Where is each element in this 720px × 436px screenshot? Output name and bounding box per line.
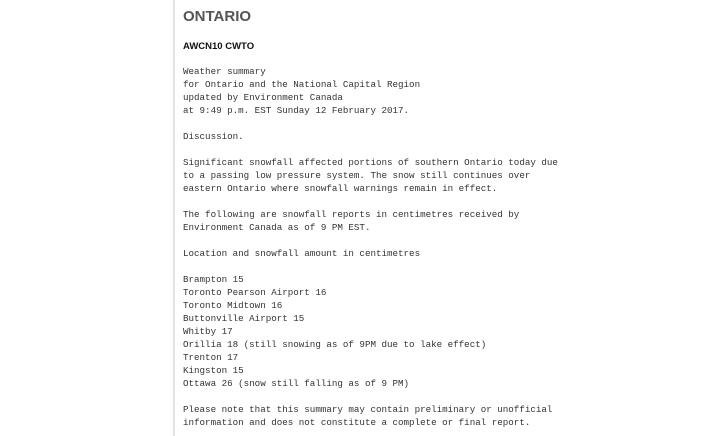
bulletin-line: Please note that this summary may contain preliminary or unofficial: [183, 404, 553, 415]
bulletin-line: [183, 390, 558, 403]
bulletin-line: Buttonville Airport 15: [183, 313, 305, 324]
bulletin-line: Trenton 17: [183, 352, 239, 363]
bulletin-line: Toronto Pearson Airport 16: [183, 287, 327, 298]
bulletin-line: Discussion.: [183, 131, 244, 142]
bulletin-line: Brampton 15: [183, 274, 244, 285]
bulletin-line: Weather summary: [183, 66, 266, 77]
bulletin-line: The following are snowfall reports in centimetres received by: [183, 209, 520, 220]
bulletin-code: AWCN10 CWTO: [183, 41, 255, 52]
bulletin-line: Significant snowfall affected portions of southern Ontario today due: [183, 157, 558, 168]
bulletin-line: [183, 260, 558, 273]
bulletin-line: information and does not constitute a complete or final report.: [183, 417, 531, 428]
bulletin-line: updated by Environment Canada: [183, 92, 343, 103]
bulletin-line: at 9:49 p.m. EST Sunday 12 February 2017.: [183, 105, 410, 116]
bulletin-line: Ottawa 26 (snow still falling as of 9 PM): [183, 378, 410, 389]
bulletin-line: Whitby 17: [183, 326, 233, 337]
bulletin-line: for Ontario and the National Capital Region: [183, 79, 421, 90]
bulletin-line: [183, 234, 558, 247]
bulletin-line: Orillia 18 (still snowing as of 9PM due to lake effect): [183, 339, 487, 350]
bulletin-line: to a passing low pressure system. The snow still continues over: [183, 170, 531, 181]
bulletin-line: [183, 195, 558, 208]
bulletin-line: [183, 143, 558, 156]
bulletin-page: [173, 0, 575, 436]
page-title: ONTARIO: [183, 8, 252, 25]
bulletin-line: Kingston 15: [183, 365, 244, 376]
bulletin-line: eastern Ontario where snowfall warnings remain in effect.: [183, 183, 498, 194]
bulletin-text: [183, 65, 558, 429]
bulletin-line: Environment Canada as of 9 PM EST.: [183, 222, 371, 233]
bulletin-line: Toronto Midtown 16: [183, 300, 283, 311]
bulletin-line: [183, 117, 558, 130]
bulletin-line: Location and snowfall amount in centimetres: [183, 248, 421, 259]
